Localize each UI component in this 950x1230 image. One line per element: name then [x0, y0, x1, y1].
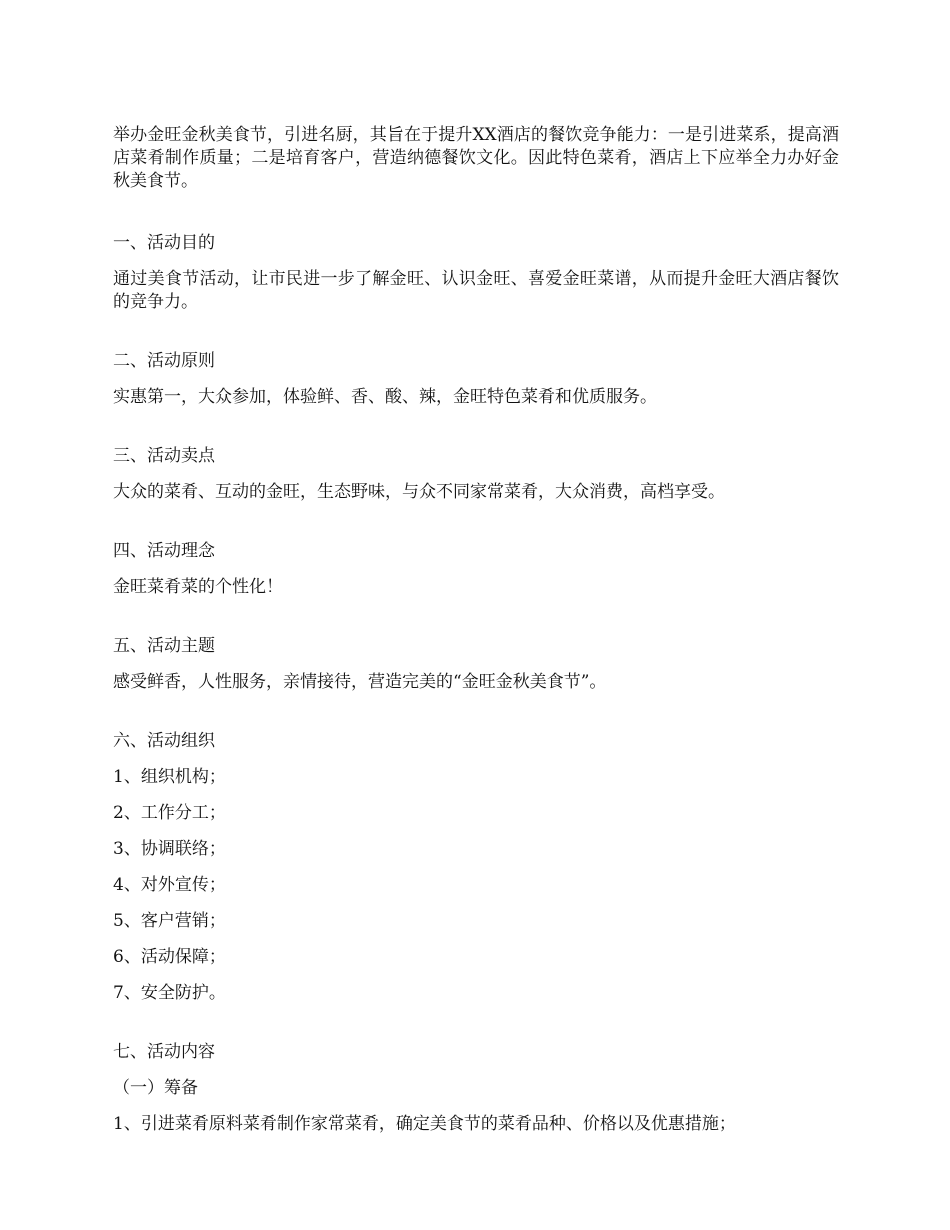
document-page [113, 124, 839, 1149]
section-heading-selling-points: 三、活动卖点 [113, 446, 215, 466]
section-heading-content: 七、活动内容 [113, 1042, 215, 1062]
list-item: 7、安全防护。 [113, 983, 226, 1003]
intro-paragraph: 举办金旺金秋美食节，引进名厨，其旨在于提升XX酒店的餐饮竞争能力：一是引进菜系，提高酒店菜肴制作质量；二是培育客户，营造纳德餐饮文化。因此特色菜肴，酒店上下应举全力办好金秋美食节。 [113, 125, 839, 191]
section-body-theme: 感受鲜香，人性服务，亲情接待，营造完美的“金旺金秋美食节”。 [113, 672, 607, 692]
list-item: 1、引进菜肴原料菜肴制作家常菜肴，确定美食节的菜肴品种、价格以及优惠措施； [113, 1114, 736, 1134]
section-heading-concept: 四、活动理念 [113, 541, 215, 561]
section-heading-principle: 二、活动原则 [113, 351, 215, 371]
list-item: 2、工作分工； [113, 803, 226, 823]
list-item: 6、活动保障； [113, 947, 226, 967]
list-item: 5、客户营销； [113, 911, 226, 931]
section-heading-organization: 六、活动组织 [113, 731, 215, 751]
section-body-concept: 金旺菜肴菜的个性化！ [113, 577, 283, 597]
section-body-selling-points: 大众的菜肴、互动的金旺，生态野味，与众不同家常菜肴，大众消费，高档享受。 [113, 482, 725, 502]
sub-heading-preparation: （一）筹备 [113, 1078, 198, 1098]
list-item: 4、对外宣传； [113, 875, 226, 895]
section-heading-purpose: 一、活动目的 [113, 233, 215, 253]
section-heading-theme: 五、活动主题 [113, 636, 215, 656]
section-body-principle: 实惠第一，大众参加，体验鲜、香、酸、辣，金旺特色菜肴和优质服务。 [113, 387, 657, 407]
list-item: 1、组织机构； [113, 767, 226, 787]
list-item: 3、协调联络； [113, 839, 226, 859]
section-body-purpose: 通过美食节活动，让市民进一步了解金旺、认识金旺、喜爱金旺菜谱，从而提升金旺大酒店餐饮的竞争力。 [113, 269, 839, 312]
